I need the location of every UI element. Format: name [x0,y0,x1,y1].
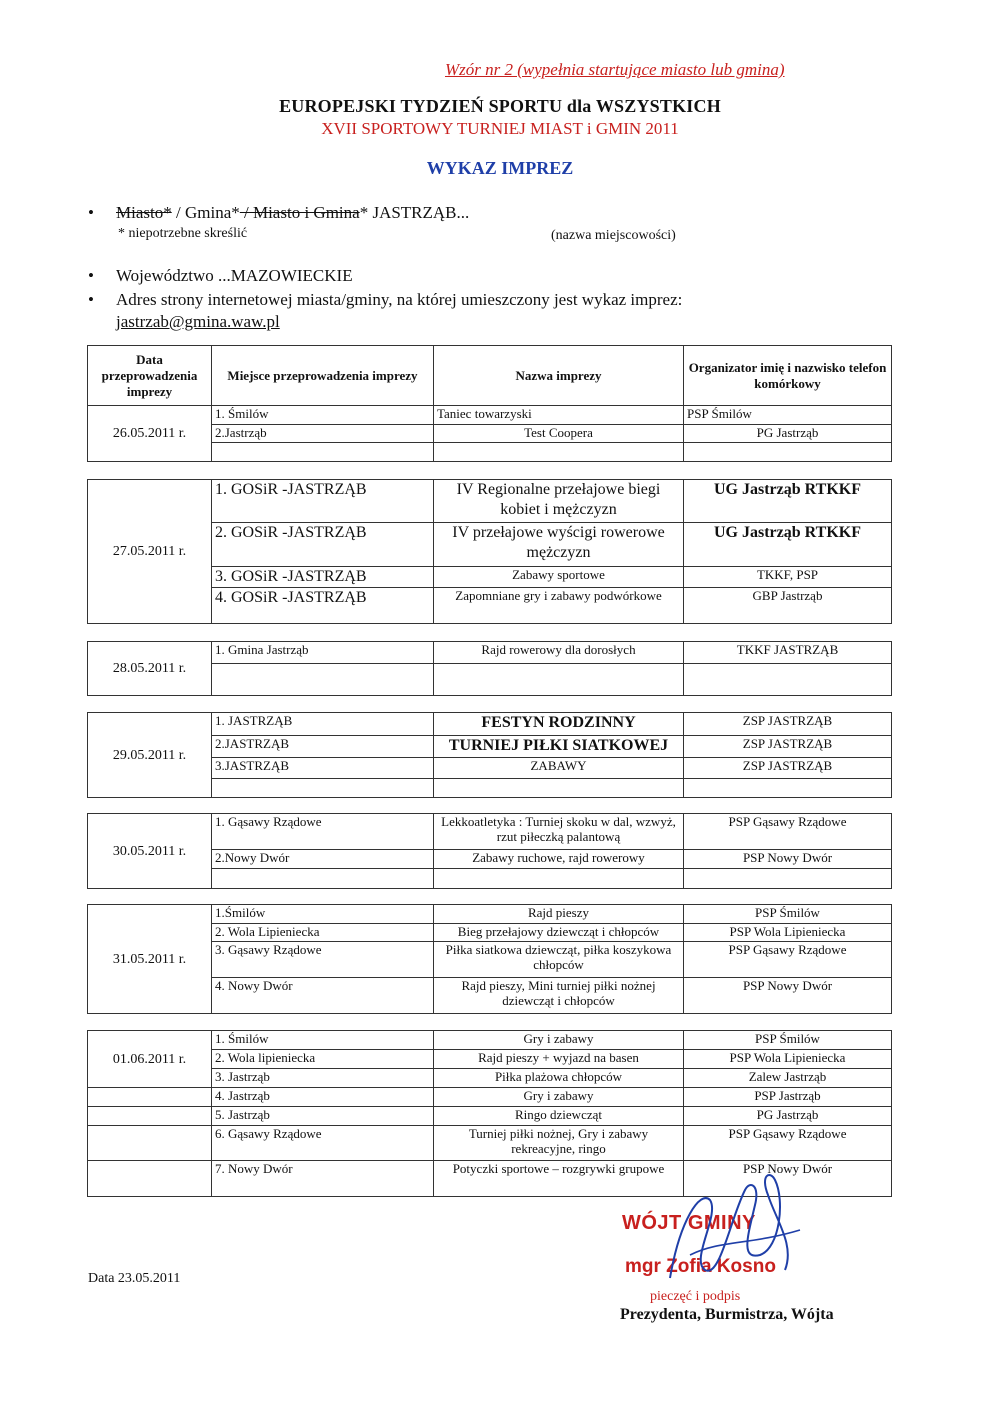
row-event [434,869,684,889]
group-date: 31.05.2011 r. [88,905,212,1014]
row-organizer [684,443,892,462]
row-organizer: ZSP JASTRZĄB [684,758,892,779]
row-place: 2.JASTRZĄB [212,736,434,758]
stamp-title: WÓJT GMINY [622,1212,756,1234]
row-place: 2. Wola lipieniecka [212,1050,434,1069]
spacer-cell [88,1161,212,1197]
note-unneeded: * niepotrzebne skreślić [118,226,248,241]
website-label: Adres strony internetowej miasta/gminy, na której umieszczony jest wykaz imprez: [116,290,683,309]
doc-heading: WYKAZ IMPREZ [426,158,574,178]
row-place [212,443,434,462]
row-event: IV przełajowe wyścigi rowerowe mężczyzn [434,523,684,567]
row-organizer: PSP Wola Lipieniecka [684,1050,892,1069]
stamp-caption: pieczęć i podpis [650,1289,741,1304]
row-event: Rajd rowerowy dla dorosłych [434,642,684,664]
row-event: TURNIEJ PIŁKI SIATKOWEJ [434,736,684,758]
row-place: 2.Jastrząb [212,425,434,443]
voivodeship-line: • Województwo ...MAZOWIECKIE [88,266,353,285]
row-place: 5. Jastrząb [212,1107,434,1126]
row-organizer: TKKF, PSP [684,567,892,588]
events-group-0527 [87,479,892,624]
events-group-0531 [87,904,892,1014]
row-organizer: PSP Nowy Dwór [684,850,892,869]
stamp-name: mgr Zofia Kosno [625,1256,776,1277]
row-event: Bieg przełajowy dziewcząt i chłopców [434,924,684,942]
row-place: 3. Gąsawy Rządowe [212,942,434,978]
row-event: Lekkoatletyka : Turniej skoku w dal, wzwyż, rzut piłeczką palantową [434,814,684,850]
events-group-0529 [87,712,892,798]
row-event: Gry i zabawy [434,1031,684,1050]
row-organizer: PSP Gąsawy Rządowe [684,942,892,978]
row-event: Gry i zabawy [434,1088,684,1107]
row-event: FESTYN RODZINNY [434,713,684,736]
row-event: Piłka plażowa chłopców [434,1069,684,1088]
website-value: jastrzab@gmina.waw.pl [116,312,280,331]
row-organizer: PSP Śmilów [684,1031,892,1050]
row-organizer [684,664,892,696]
row-organizer [684,869,892,889]
events-group-0530 [87,813,892,889]
row-place: 4. Jastrząb [212,1088,434,1107]
row-place: 6. Gąsawy Rządowe [212,1126,434,1161]
events-table-header [87,345,892,406]
row-organizer: PG Jastrząb [684,1107,892,1126]
header-organizer: Organizator imię i nazwisko telefon komórkowy [684,346,892,406]
row-event: Test Coopera [434,425,684,443]
row-event: Rajd pieszy, Mini turniej piłki nożnej dziewcząt i chłopców [434,978,684,1014]
municipality-value: * JASTRZĄB... [359,203,470,222]
municipality-option-miasto-i-gmina: / Miasto i Gmina [239,203,360,222]
row-event: Rajd pieszy + wyjazd na basen [434,1050,684,1069]
spacer-cell [88,1126,212,1161]
row-organizer: UG Jastrząb RTKKF [684,480,892,523]
group-date: 27.05.2011 r. [88,480,212,624]
row-organizer: TKKF JASTRZĄB [684,642,892,664]
row-organizer: PSP Śmilów [684,905,892,924]
row-organizer: PSP Nowy Dwór [684,1161,892,1197]
spacer-cell [88,1088,212,1107]
row-place: 3. GOSiR -JASTRZĄB [212,567,434,588]
municipality-option-miasto: Miasto* [116,203,172,222]
row-event: Turniej piłki nożnej, Gry i zabawy rekreacyjne, ringo [434,1126,684,1161]
row-organizer: PSP Nowy Dwór [684,978,892,1014]
row-place: 1. Śmilów [212,406,434,425]
row-event: Ringo dziewcząt [434,1107,684,1126]
header-event: Nazwa imprezy [434,346,684,406]
row-place: 3. Jastrząb [212,1069,434,1088]
row-place [212,869,434,889]
row-organizer: PSP Jastrząb [684,1088,892,1107]
signature-scribble [610,1160,830,1300]
row-event: Zabawy ruchowe, rajd rowerowy [434,850,684,869]
note-place-name: (nazwa miejscowości) [551,228,676,243]
row-event: IV Regionalne przełajowe biegi kobiet i mężczyzn [434,480,684,523]
row-event: Potyczki sportowe – rozgrywki grupowe [434,1161,684,1197]
row-place: 4. GOSiR -JASTRZĄB [212,588,434,624]
row-event: Piłka siatkowa dziewcząt, piłka koszykowa chłopców [434,942,684,978]
header-place: Miejsce przeprowadzenia imprezy [212,346,434,406]
row-place: 1. Śmilów [212,1031,434,1050]
row-organizer: PSP Śmilów [684,406,892,425]
row-event [434,664,684,696]
row-place: 1. GOSiR -JASTRZĄB [212,480,434,523]
doc-title: EUROPEJSKI TYDZIEŃ SPORTU dla WSZYSTKICH [279,96,721,116]
row-place: 2. Wola Lipieniecka [212,924,434,942]
row-organizer: PSP Wola Lipieniecka [684,924,892,942]
template-note: Wzór nr 2 (wypełnia startujące miasto lub gmina) [445,60,785,79]
row-organizer: ZSP JASTRZĄB [684,736,892,758]
group-date: 28.05.2011 r. [88,642,212,696]
row-place: 1.Śmilów [212,905,434,924]
row-place: 4. Nowy Dwór [212,978,434,1014]
website-line: • Adres strony internetowej miasta/gminy, na której umieszczony jest wykaz imprez: [88,290,683,309]
row-place [212,779,434,798]
signatory-line: Prezydenta, Burmistrza, Wójta [620,1306,834,1323]
row-event: ZABAWY [434,758,684,779]
doc-subtitle: XVII SPORTOWY TURNIEJ MIAST i GMIN 2011 [321,119,679,138]
row-event [434,779,684,798]
row-event: Taniec towarzyski [434,406,684,425]
row-organizer: GBP Jastrząb [684,588,892,624]
municipality-line: • Miasto* / Gmina* / Miasto i Gmina* JASTRZĄB... [88,203,470,222]
row-organizer: PG Jastrząb [684,425,892,443]
row-organizer: Zalew Jastrząb [684,1069,892,1088]
row-event [434,443,684,462]
row-event: Rajd pieszy [434,905,684,924]
group-date: 30.05.2011 r. [88,814,212,889]
row-organizer: PSP Gąsawy Rządowe [684,814,892,850]
row-place: 7. Nowy Dwór [212,1161,434,1197]
row-place: 2.Nowy Dwór [212,850,434,869]
row-place: 2. GOSiR -JASTRZĄB [212,523,434,567]
row-event: Zabawy sportowe [434,567,684,588]
row-event: Zapomniane gry i zabawy podwórkowe [434,588,684,624]
header-date: Data przeprowadzenia imprezy [88,346,212,406]
row-place [212,664,434,696]
document-date: Data 23.05.2011 [88,1271,181,1286]
row-organizer [684,779,892,798]
row-place: 1. JASTRZĄB [212,713,434,736]
events-group-0528 [87,641,892,696]
municipality-option-gmina: Gmina* [184,203,240,222]
group-date: 29.05.2011 r. [88,713,212,798]
row-organizer: PSP Gąsawy Rządowe [684,1126,892,1161]
row-place: 1. Gmina Jastrząb [212,642,434,664]
row-place: 3.JASTRZĄB [212,758,434,779]
voivodeship-value: Województwo ...MAZOWIECKIE [116,266,353,285]
spacer-cell [88,1107,212,1126]
group-date: 01.06.2011 r. [88,1031,212,1088]
row-organizer: UG Jastrząb RTKKF [684,523,892,567]
events-group-0526 [87,405,892,462]
row-organizer: ZSP JASTRZĄB [684,713,892,736]
group-date: 26.05.2011 r. [88,406,212,462]
row-place: 1. Gąsawy Rządowe [212,814,434,850]
separator: / [171,203,185,222]
